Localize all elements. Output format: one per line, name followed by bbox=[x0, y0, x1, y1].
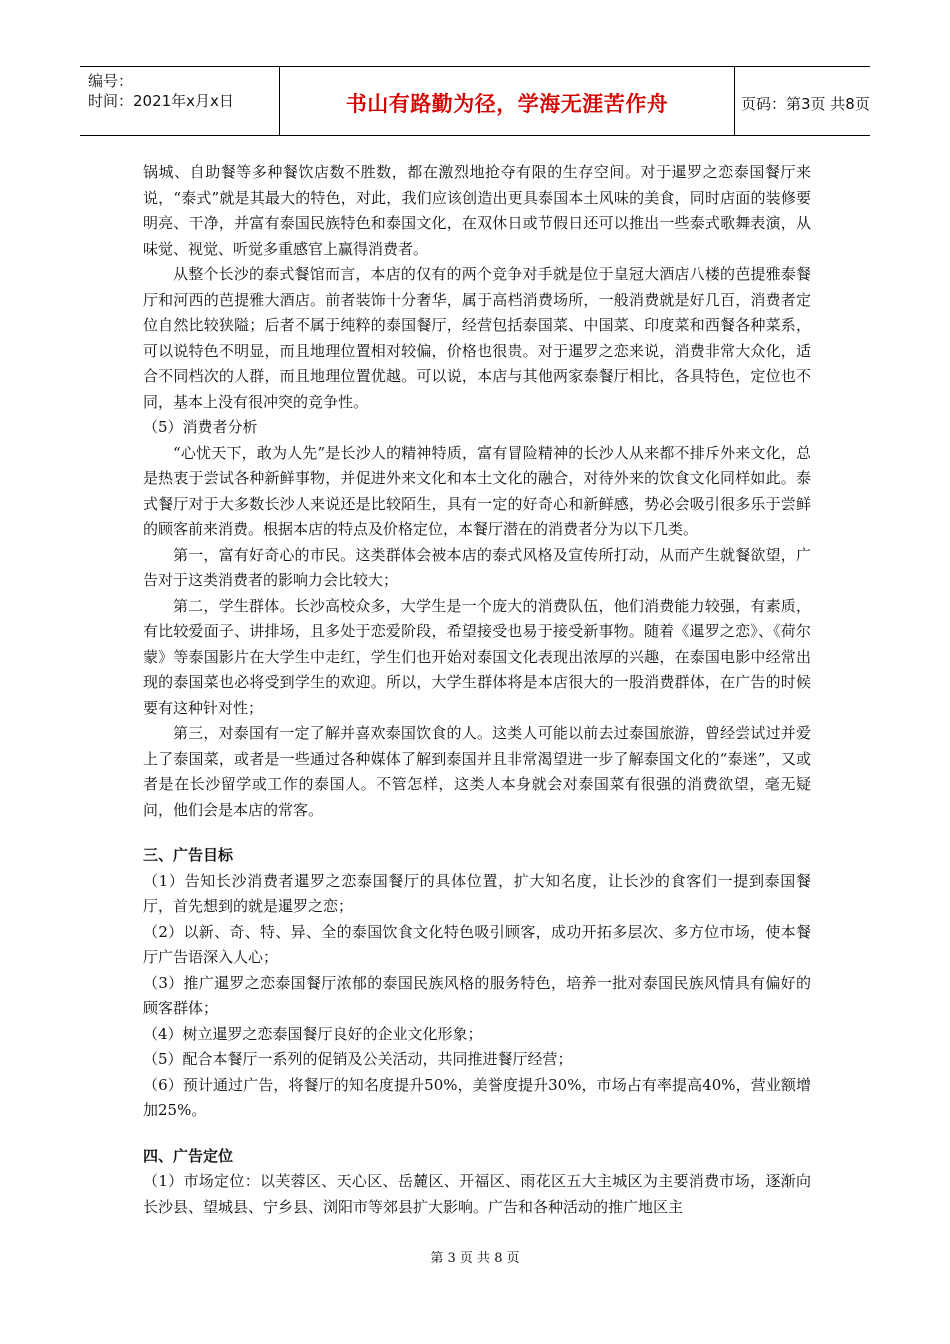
header-page-cell bbox=[735, 67, 870, 135]
list-item: （4）树立暹罗之恋泰国餐厅良好的企业文化形象； bbox=[143, 1024, 483, 1043]
footer-page-number: 第 3 页 共 8 页 bbox=[430, 1251, 520, 1266]
list-item: （6）预计通过广告，将餐厅的知名度提升50%，美誉度提升30%，市场占有率提高40%，营业额增加25%。 bbox=[143, 1075, 811, 1119]
serial-label: 编号： bbox=[88, 72, 134, 90]
document-body bbox=[143, 160, 811, 1220]
subsection-title: （5）消费者分析 bbox=[143, 418, 258, 436]
header-motto-cell bbox=[280, 67, 735, 135]
list-item: （3）推广暹罗之恋泰国餐厅浓郁的泰国民族风格的服务特色，培养一批对泰国民族风情具有偏好的顾客群体； bbox=[143, 973, 811, 1017]
spacer bbox=[143, 823, 811, 843]
paragraph: 从整个长沙的泰式餐馆而言，本店的仅有的两个竞争对手就是位于皇冠大酒店八楼的芭提雅泰餐厅和河西的芭提雅大酒店。前者装饰十分奢华，属于高档消费场所，一般消费就是好几百，消费者定位自然比较狭隘；后者不属于纯粹的泰国餐厅，经营包括泰国菜、中国菜、印度菜和西餐各种菜系，可以说特色不明显，而且地理位置相对较偏，价格也很贵。对于暹罗之恋来说，消费非常大众化，适合不同档次的人群，而且地理位置优越。可以说，本店与其他两家泰餐厅相比，各具特色，定位也不同，基本上没有很冲突的竞争性。 bbox=[143, 265, 811, 411]
section-heading: 三、广告目标 bbox=[143, 846, 234, 864]
list-item: （1）市场定位：以芙蓉区、天心区、岳麓区、开福区、雨花区五大主城区为主要消费市场，逐渐向长沙县、望城县、宁乡县、浏阳市等郊县扩大影响。广告和各种活动的推广地区主 bbox=[143, 1172, 811, 1216]
paragraph: 第三，对泰国有一定了解并喜欢泰国饮食的人。这类人可能以前去过泰国旅游，曾经尝试过并爱上了泰国菜，或者是一些通过各种媒体了解到泰国并且非常渴望进一步了解泰国文化的“泰迷”，又或者是在长沙留学或工作的泰国人。不管怎样，这类人本身就会对泰国菜有很强的消费欲望，毫无疑问，他们会是本店的常客。 bbox=[143, 724, 811, 819]
section-heading: 四、广告定位 bbox=[143, 1146, 234, 1165]
page-number-label: 页码：第3页 共8页 bbox=[741, 94, 870, 113]
spacer bbox=[143, 1124, 811, 1144]
paragraph: 第二，学生群体。长沙高校众多，大学生是一个庞大的消费队伍，他们消费能力较强，有素质，有比较爱面子、讲排场，且多处于恋爱阶段，希望接受也易于接受新事物。随着《暹罗之恋》、《荷尔蒙》等泰国影片在大学生中走红，学生们也开始对泰国文化表现出浓厚的兴趣，在泰国电影中经常出现的泰国菜也必将受到学生的欢迎。所以，大学生群体将是本店很大的一股消费群体，在广告的时候要有这种针对性； bbox=[143, 596, 811, 717]
page-footer bbox=[0, 1247, 950, 1266]
motto-text: 书山有路勤为径，学海无涯苦作舟 bbox=[345, 92, 669, 116]
page-header bbox=[80, 66, 870, 136]
paragraph: “心忧天下，敢为人先”是长沙人的精神特质，富有冒险精神的长沙人从来都不排斥外来文化，总是热衷于尝试各种新鲜事物，并促进外来文化和本土文化的融合，对待外来的饮食文化同样如此。泰式餐厅对于大多数长沙人来说还是比较陌生，具有一定的好奇心和新鲜感，势必会吸引很多乐于尝鲜的顾客前来消费。根据本店的特点及价格定位，本餐厅潜在的消费者分为以下几类。 bbox=[143, 443, 811, 538]
paragraph: 锅城、自助餐等多种餐饮店数不胜数，都在激烈地抢夺有限的生存空间。对于暹罗之恋泰国餐厅来说，“泰式”就是其最大的特色，对此，我们应该创造出更具泰国本土风味的美食，同时店面的装修要明亮、干净，并富有泰国民族特色和泰国文化，在双休日或节假日还可以推出一些泰式歌舞表演，从味觉、视觉、听觉多重感官上赢得消费者。 bbox=[143, 163, 811, 258]
date-label: 时间：2021年x月x日 bbox=[88, 92, 234, 110]
paragraph: 第一，富有好奇心的市民。这类群体会被本店的泰式风格及宣传所打动，从而产生就餐欲望，广告对于这类消费者的影响力会比较大； bbox=[143, 545, 811, 589]
list-item: （1）告知长沙消费者暹罗之恋泰国餐厅的具体位置，扩大知名度，让长沙的食客们一提到泰国餐厅，首先想到的就是暹罗之恋； bbox=[143, 871, 811, 915]
list-item: （2）以新、奇、特、异、全的泰国饮食文化特色吸引顾客，成功开拓多层次、多方位市场，使本餐厅广告语深入人心； bbox=[143, 922, 811, 966]
list-item: （5）配合本餐厅一系列的促销及公关活动，共同推进餐厅经营； bbox=[143, 1050, 573, 1068]
header-meta bbox=[80, 67, 280, 135]
